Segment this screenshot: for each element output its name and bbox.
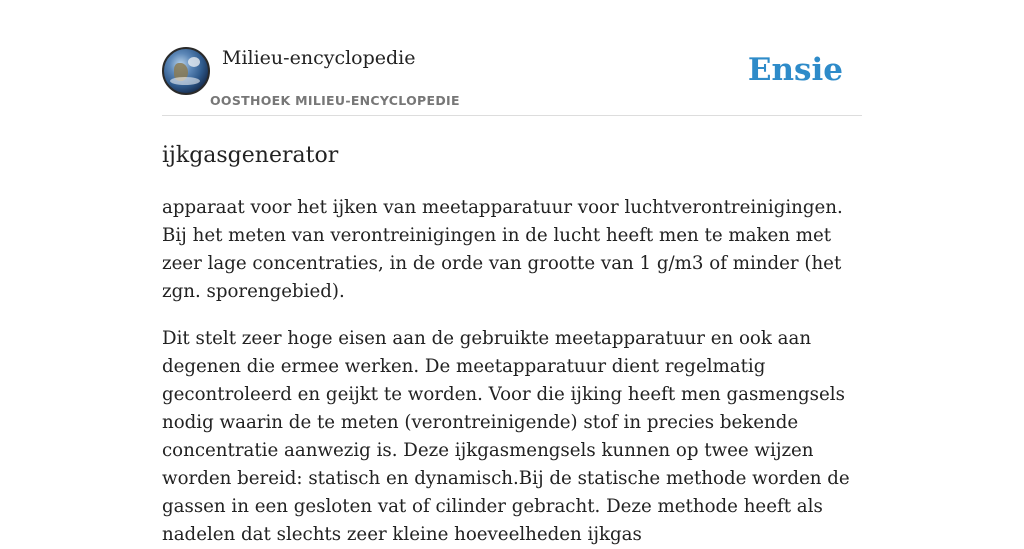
site-header <box>162 0 862 116</box>
site-subtitle[interactable]: OOSTHOEK MILIEU-ENCYCLOPEDIE <box>210 93 460 108</box>
article-paragraph: Dit stelt zeer hoge eisen aan de gebruikte meetapparatuur en ook aan degenen die ermee werken. De meetapparatuur dient regelmatig gecontroleerd en geijkt te worden. Voor die ijking heeft men gasmengsels nodig waarin de te meten (verontreinigende) stof in precies bekende concentratie aanwezig is. Deze ijkgasmengsels kunnen op twee wijzen worden bereid: statisch en dynamisch.Bij de statische methode worden de gassen in een gesloten vat of cilinder gebracht. Deze methode heeft als nadelen dat slechts zeer kleine hoeveelheden ijkgas <box>162 328 850 545</box>
brand-logo[interactable]: Ensie <box>747 52 843 88</box>
page <box>162 0 862 549</box>
article-body <box>162 194 862 549</box>
article-paragraph: apparaat voor het ijken van meetapparatuur voor luchtverontreinigingen. Bij het meten van verontreinigingen in de lucht heeft men te maken met zeer lage concentraties, in de orde van grootte van 1 g/m3 of minder (het zgn. sporengebied). <box>162 197 843 302</box>
earth-globe-icon[interactable] <box>162 47 210 95</box>
site-title[interactable]: Milieu-encyclopedie <box>222 47 416 69</box>
article-title: ijkgasgenerator <box>162 143 339 168</box>
